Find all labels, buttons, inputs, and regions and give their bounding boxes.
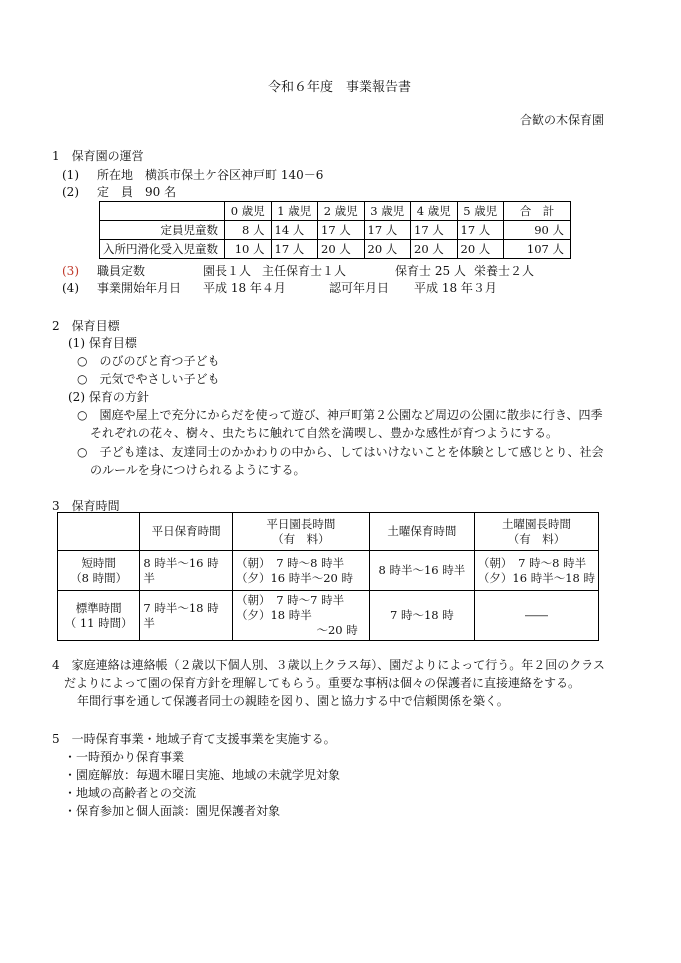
table-header-row (100, 202, 571, 221)
goal-item: ○ のびのびと育つ子ども (77, 354, 220, 368)
section5-heading: 5 一時保育事業・地域子育て支援事業を実施する。 (52, 732, 336, 746)
staff-director: 園長１人 (203, 264, 252, 278)
table-cell: 17 人 (457, 221, 504, 240)
capacity-table (99, 201, 571, 259)
section4-line: 年間行事を通して保護者同士の親睦を図り、園と協力する中で信頼関係を築く。 (77, 694, 509, 708)
capacity-number: (2) (62, 185, 79, 199)
table-header-row (58, 513, 599, 551)
start-label: 事業開始年月日 (97, 281, 182, 295)
table-header-cell: 平日保育時間 (140, 513, 233, 551)
table-cell: （朝） 7 時～8 時半 （夕）16 時半～20 時 (232, 551, 369, 591)
policy-line: それぞれの花々、樹々、虫たちに触れて自然を満喫し、豊かな感性が育つようにする。 (90, 426, 559, 440)
goals-subheading: (1) 保育目標 (68, 336, 137, 350)
hours-table (57, 512, 599, 641)
table-cell: 8 時半～16 時半 (369, 551, 474, 591)
table-header-cell: 4 歳児 (411, 202, 458, 221)
table-header-cell: 合 計 (504, 202, 571, 221)
section2-heading: 2 保育目標 (52, 319, 120, 333)
table-header-cell (100, 202, 225, 221)
table-header-cell (58, 513, 140, 551)
table-cell: 10 人 (225, 240, 272, 259)
start-date: 平成 18 年４月 (203, 281, 286, 295)
table-header-cell: 5 歳児 (457, 202, 504, 221)
table-cell: 20 人 (318, 240, 365, 259)
table-header-cell: 2 歳児 (318, 202, 365, 221)
table-cell: 7 時半～18 時 半 (140, 591, 233, 641)
table-cell: 20 人 (364, 240, 411, 259)
policy-line: のルールを身につけられるようにする。 (90, 463, 306, 477)
table-header-cell: 3 歳児 (364, 202, 411, 221)
table-row (58, 591, 599, 641)
goal-item: ○ 元気でやさしい子ども (77, 372, 220, 386)
auth-date: 平成 18 年３月 (414, 281, 497, 295)
table-cell: 20 人 (411, 240, 458, 259)
organization-name: 合歓の木保育園 (520, 113, 605, 127)
table-cell: （朝） 7 時～7 時半 （夕）18 時半 ～20 時 (232, 591, 369, 641)
auth-label: 認可年月日 (329, 281, 390, 295)
table-header-cell: 1 歳児 (271, 202, 318, 221)
table-cell: 90 人 (504, 221, 571, 240)
list-item: ・保育参加と個人面談：園児保護者対象 (64, 804, 281, 818)
section4-line: 4 家庭連絡は連絡帳（２歳以下個人別、３歳以上クラス毎）、園だよりによって行う。年２回のクラス (52, 658, 605, 672)
staff-head-teacher: 主任保育士１人 (262, 264, 347, 278)
table-header-cell: 0 歳児 (225, 202, 272, 221)
staff-number: (3) (62, 264, 79, 278)
policy-subheading: (2) 保育の方針 (68, 390, 149, 404)
table-cell: 17 人 (318, 221, 365, 240)
policy-line: ○ 子ども達は、友達同士のかかわりの中から、してはいけないことを体験として感じとり、社会 (77, 445, 604, 459)
address-text: 所在地 横浜市保土ケ谷区神戸町 140－6 (97, 168, 324, 182)
section1-heading: 1 保育園の運営 (52, 149, 144, 163)
table-header-cell: 土曜保育時間 (369, 513, 474, 551)
table-header-cell: 土曜園長時間 （有 料） (474, 513, 598, 551)
row-label: 標準時間 （ 11 時間） (58, 591, 140, 641)
table-cell: 14 人 (271, 221, 318, 240)
table-row (58, 551, 599, 591)
table-cell: ―― (474, 591, 598, 641)
row-label: 入所円滑化受入児童数 (100, 240, 225, 259)
section3-heading: 3 保育時間 (52, 499, 120, 513)
table-row (100, 221, 571, 240)
policy-line: ○ 園庭や屋上で充分にからだを使って遊び、神戸町第２公園など周辺の公園に散歩に行き、四季 (77, 408, 603, 422)
table-cell: （朝） 7 時～8 時半 （夕）16 時半～18 時 (474, 551, 598, 591)
address-number: (1) (62, 168, 79, 182)
list-item: ・地域の高齢者との交流 (64, 786, 197, 800)
list-item: ・園庭解放：毎週木曜日実施、地域の未就学児対象 (64, 768, 341, 782)
section4-line: だよりによって園の保育方針を理解してもらう。重要な事柄は個々の保護者に直接連絡をする。 (64, 676, 581, 690)
table-cell: 107 人 (504, 240, 571, 259)
table-cell: 20 人 (457, 240, 504, 259)
staff-teachers: 保育士 25 人 (395, 264, 466, 278)
table-cell: 8 人 (225, 221, 272, 240)
row-label: 定員児童数 (100, 221, 225, 240)
table-header-cell: 平日園長時間 （有 料） (232, 513, 369, 551)
table-row (100, 240, 571, 259)
staff-label: 職員定数 (97, 264, 146, 278)
row-label: 短時間 （8 時間） (58, 551, 140, 591)
table-cell: 17 人 (271, 240, 318, 259)
staff-nutritionist: 栄養士２人 (474, 264, 535, 278)
table-cell: 8 時半～16 時 半 (140, 551, 233, 591)
document-title: 令和６年度 事業報告書 (268, 80, 412, 95)
start-number: (4) (62, 281, 79, 295)
table-cell: 17 人 (411, 221, 458, 240)
table-cell: 7 時～18 時 (369, 591, 474, 641)
table-cell: 17 人 (364, 221, 411, 240)
capacity-text: 定 員 90 名 (97, 185, 177, 199)
list-item: ・一時預かり保育事業 (64, 750, 185, 764)
